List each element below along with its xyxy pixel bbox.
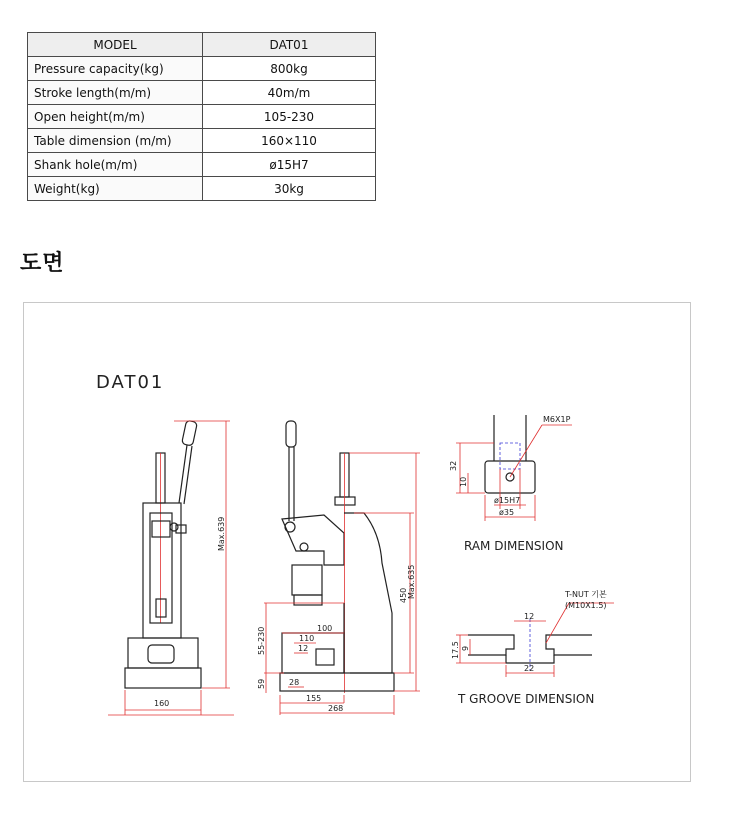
ram-dim-32: 32 [449, 460, 458, 471]
spec-row [28, 153, 376, 177]
drawing-title: DAT01 [96, 372, 165, 393]
groove-nut-label: T-NUT 기본 [565, 590, 607, 599]
section-title: 도면 [20, 251, 65, 276]
dim-268: 268 [328, 704, 344, 713]
dim-table-depth: 100 [317, 624, 333, 633]
spec-key: Weight(kg) [28, 177, 203, 201]
spec-key: Table dimension (m/m) [28, 129, 203, 153]
spec-header-value: DAT01 [203, 33, 376, 57]
dim-155: 155 [306, 694, 322, 703]
spec-value: 40m/m [203, 81, 376, 105]
spec-row [28, 177, 376, 201]
dim-450: 450 [399, 587, 408, 603]
spec-key: Open height(m/m) [28, 105, 203, 129]
t-groove-view [451, 589, 614, 706]
spec-value: 105-230 [203, 105, 376, 129]
groove-dim-12: 12 [524, 612, 535, 621]
spec-row [28, 129, 376, 153]
side-view [257, 421, 420, 715]
dim-side-height: Max.635 [407, 564, 416, 599]
spec-row [28, 57, 376, 81]
spec-row [28, 81, 376, 105]
spec-key: Shank hole(m/m) [28, 153, 203, 177]
groove-dim-22: 22 [524, 664, 535, 673]
dim-open-height: 55-230 [257, 626, 266, 655]
groove-dim-17-5: 17.5 [451, 641, 460, 659]
front-view [108, 420, 234, 715]
ram-dim-10: 10 [459, 476, 468, 487]
spec-value: 30kg [203, 177, 376, 201]
spec-value: 160×110 [203, 129, 376, 153]
spec-key: Pressure capacity(kg) [28, 57, 203, 81]
spec-table [27, 32, 376, 201]
spec-value: ø15H7 [203, 153, 376, 177]
dim-110: 110 [299, 634, 315, 643]
technical-drawing [23, 302, 691, 782]
groove-dim-9: 9 [461, 645, 470, 651]
ram-dia-label: ø35 [499, 508, 515, 517]
spec-header-row [28, 33, 376, 57]
dim-front-width: 160 [154, 699, 170, 708]
spec-header-key: MODEL [28, 33, 203, 57]
ram-hole-label: ø15H7 [494, 496, 521, 505]
dim-59: 59 [257, 678, 266, 689]
dim-12: 12 [298, 644, 309, 653]
spec-row [28, 105, 376, 129]
spec-value: 800kg [203, 57, 376, 81]
ram-dimension-view [449, 415, 572, 553]
spec-key: Stroke length(m/m) [28, 81, 203, 105]
drawing-canvas [24, 303, 690, 781]
ram-caption: RAM DIMENSION [464, 539, 564, 553]
ram-tap-label: M6X1P [543, 415, 571, 424]
groove-caption: T GROOVE DIMENSION [458, 692, 595, 706]
dim-front-height: Max.639 [217, 516, 226, 551]
groove-nut-spec: (M10X1.5) [565, 601, 607, 610]
dim-28: 28 [289, 678, 300, 687]
